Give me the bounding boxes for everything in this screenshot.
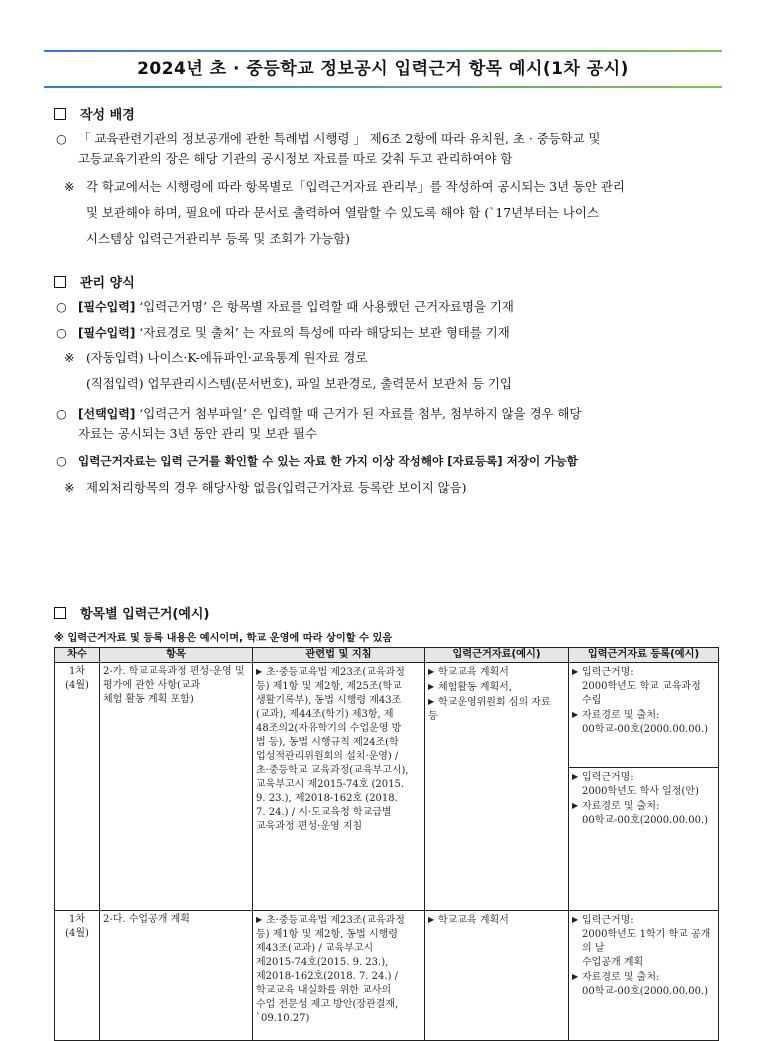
cell-evidence xyxy=(425,911,569,1041)
bg-paragraph-line1: ○ 「 교육관련기관의 정보공개에 관한 특례법 시행령 」 제6조 2항에 따라 유치원, 초 · 중등학교 및 xyxy=(56,127,601,150)
mgmt-note-manual: (직접입력) 업무관리시스템(문서번호), 파일 보관경로, 출력문서 보관처 등 기입 xyxy=(86,376,512,391)
arrow-bullet-icon: ▶ xyxy=(572,710,579,719)
bg-note-line1: ※ 각 학교에서는 시행령에 따라 항목별로「입력근거자료 관리부」를 작성하여 공시되는 3년 동안 관리 xyxy=(64,175,625,198)
cell-item: 2-가. 학교교육과정 편성·운영 및 평가에 관한 사항(교과 체험 활동 계획 포함) xyxy=(100,663,253,911)
section-heading-management: 관리 양식 xyxy=(54,272,135,291)
cell-registration xyxy=(569,663,719,911)
mgmt-item-required-name: ○ [필수입력] ‘입력근거명’ 은 항목별 자료를 입력할 때 사용했던 근거자료명을 기재 xyxy=(56,295,514,319)
table-row xyxy=(55,663,719,911)
evidence-item: ▶ 학교교육 계획서 xyxy=(428,667,509,678)
arrow-bullet-icon: ▶ xyxy=(572,772,579,781)
registration-entry: ▶ 입력근거명: 2000학년도 학교 교육과정 수립 ▶ 자료경로 및 출처: 00학교-00호(2000.00.00.) xyxy=(572,667,709,735)
mgmt-note-auto: ※ (자동입력) 나이스·K-에듀파인·교육통계 원자료 경로 xyxy=(64,346,367,369)
evidence-item: ▶ 학교교육 계획서 xyxy=(428,915,509,926)
square-bullet-icon xyxy=(54,108,66,120)
mgmt-item-required-path: ○ [필수입력] ‘자료경로 및 출처’ 는 자료의 특성에 따라 해당되는 보관 형태를 기재 xyxy=(56,321,510,345)
evidence-item: ▶ 체험활동 계획서, xyxy=(428,682,512,693)
bg-note-line3: 시스템상 입력근거관리부 등록 및 조회가 가능함) xyxy=(86,231,350,246)
title-band xyxy=(44,50,722,88)
table-header-row xyxy=(55,648,719,663)
cell-round: 1차 (4월) xyxy=(55,911,100,1041)
section-heading-examples: 항목별 입력근거(예시) xyxy=(54,603,209,622)
cell-item: 2-다. 수업공개 계획 xyxy=(100,911,253,1041)
section-heading-background: 작성 배경 xyxy=(54,104,135,123)
arrow-bullet-icon: ▶ xyxy=(428,697,435,706)
examples-table xyxy=(54,647,719,1041)
arrow-bullet-icon: ▶ xyxy=(572,801,579,810)
evidence-item: ▶ 학교운영위원회 심의 자료 등 xyxy=(428,697,551,722)
circle-bullet-icon: ○ xyxy=(56,131,67,146)
mgmt-note-excluded: ※ 제외처리항목의 경우 해당사항 없음(입력근거자료 등록란 보이지 않음) xyxy=(64,476,466,499)
mgmt-item-optional-file: ○ [선택입력] ‘입력근거 첨부파일’ 은 입력할 때 근거가 된 자료를 첨부, 첨부하지 않을 경우 해당 xyxy=(56,402,581,426)
note-mark-icon: ※ xyxy=(64,480,75,495)
header-evidence: 입력근거자료(예시) xyxy=(425,648,569,663)
circle-bullet-icon: ○ xyxy=(56,299,67,314)
mgmt-item-save-condition: ○ 입력근거자료는 입력 근거를 확인할 수 있는 자료 한 가지 이상 작성해야 [자료등록] 저장이 가능함 xyxy=(56,449,578,473)
header-round: 차수 xyxy=(55,648,100,663)
cell-law: ▶ 초·중등교육법 제23조(교육과정 등) 제1항 및 제2항, 제25조(학교 생활기록부), 동법 시행령 제43조 (교과), 제44조(학기) 제3항, 제 48조의2(자유학기의 수업운영 방 법 등), 동법 시행규칙 제24조(학 업성적관리위원회의 설치·운영) / 초·중등학교 교육과정(교육부고시), 교육부고시 제2015-74호 (2015. 9. 23.), 제2018-162호 (2018. 7. 24.) / 시·도교육청 학교급별 교육과정 편성·운영 지침 xyxy=(253,663,425,911)
cell-round: 1차 (4월) xyxy=(55,663,100,911)
arrow-bullet-icon: ▶ xyxy=(256,667,263,676)
circle-bullet-icon: ○ xyxy=(56,453,67,468)
examples-disclaimer: ※ 입력근거자료 및 등록 내용은 예시이며, 학교 운영에 따라 상이할 수 있음 xyxy=(54,633,393,644)
arrow-bullet-icon: ▶ xyxy=(428,667,435,676)
registration-entry: ▶ 입력근거명: 2000학년도 1학기 학교 공개의 날 수업공개 계획 ▶ 자료경로 및 출처: 00학교-00호(2000.00.00.) xyxy=(572,915,711,997)
header-law: 관련법 및 지침 xyxy=(253,648,425,663)
mgmt-item-optional-file-line2: 자료는 공시되는 3년 동안 관리 및 보관 필수 xyxy=(78,426,317,441)
note-mark-icon: ※ xyxy=(64,350,75,365)
square-bullet-icon xyxy=(54,607,66,619)
cell-evidence xyxy=(425,663,569,911)
cell-law: ▶ 초·중등교육법 제23조(교육과정 등) 제1항 및 제2항, 동법 시행령 제43조(교과) / 교육부고시 제2015-74호(2015. 9. 23.), 제2018-162호(2018. 7. 24.) / 학교교육 내실화를 위한 교사의 수업 전문성 제고 방안(장관결재, `09.10.27) xyxy=(253,911,425,1041)
note-mark-icon: ※ xyxy=(64,179,75,194)
cell-registration xyxy=(569,911,719,1041)
arrow-bullet-icon: ▶ xyxy=(572,667,579,676)
arrow-bullet-icon: ▶ xyxy=(428,682,435,691)
header-item: 항목 xyxy=(100,648,253,663)
header-registration: 입력근거자료 등록(예시) xyxy=(569,648,719,663)
bg-note-line2: 및 보관해야 하며, 필요에 따라 문서로 출력하여 열람할 수 있도록 해야 함 (`17년부터는 나이스 xyxy=(86,205,599,220)
page-title: 2024년 초 · 중등학교 정보공시 입력근거 항목 예시(1차 공시) xyxy=(137,59,629,79)
arrow-bullet-icon: ▶ xyxy=(572,972,579,981)
arrow-bullet-icon: ▶ xyxy=(572,915,579,924)
square-bullet-icon xyxy=(54,276,66,288)
title-rule-bottom xyxy=(44,86,722,88)
bg-paragraph-line2: 고등교육기관의 장은 해당 기관의 공시정보 자료를 따로 갖춰 두고 관리하여야 함 xyxy=(78,151,513,166)
registration-entry: ▶ 입력근거명: 2000학년도 학사 일정(안) ▶ 자료경로 및 출처: 00학교-00호(2000.00.00.) xyxy=(569,767,718,830)
arrow-bullet-icon: ▶ xyxy=(428,915,435,924)
table-row xyxy=(55,911,719,1041)
circle-bullet-icon: ○ xyxy=(56,325,67,340)
circle-bullet-icon: ○ xyxy=(56,406,67,421)
arrow-bullet-icon: ▶ xyxy=(256,915,263,924)
